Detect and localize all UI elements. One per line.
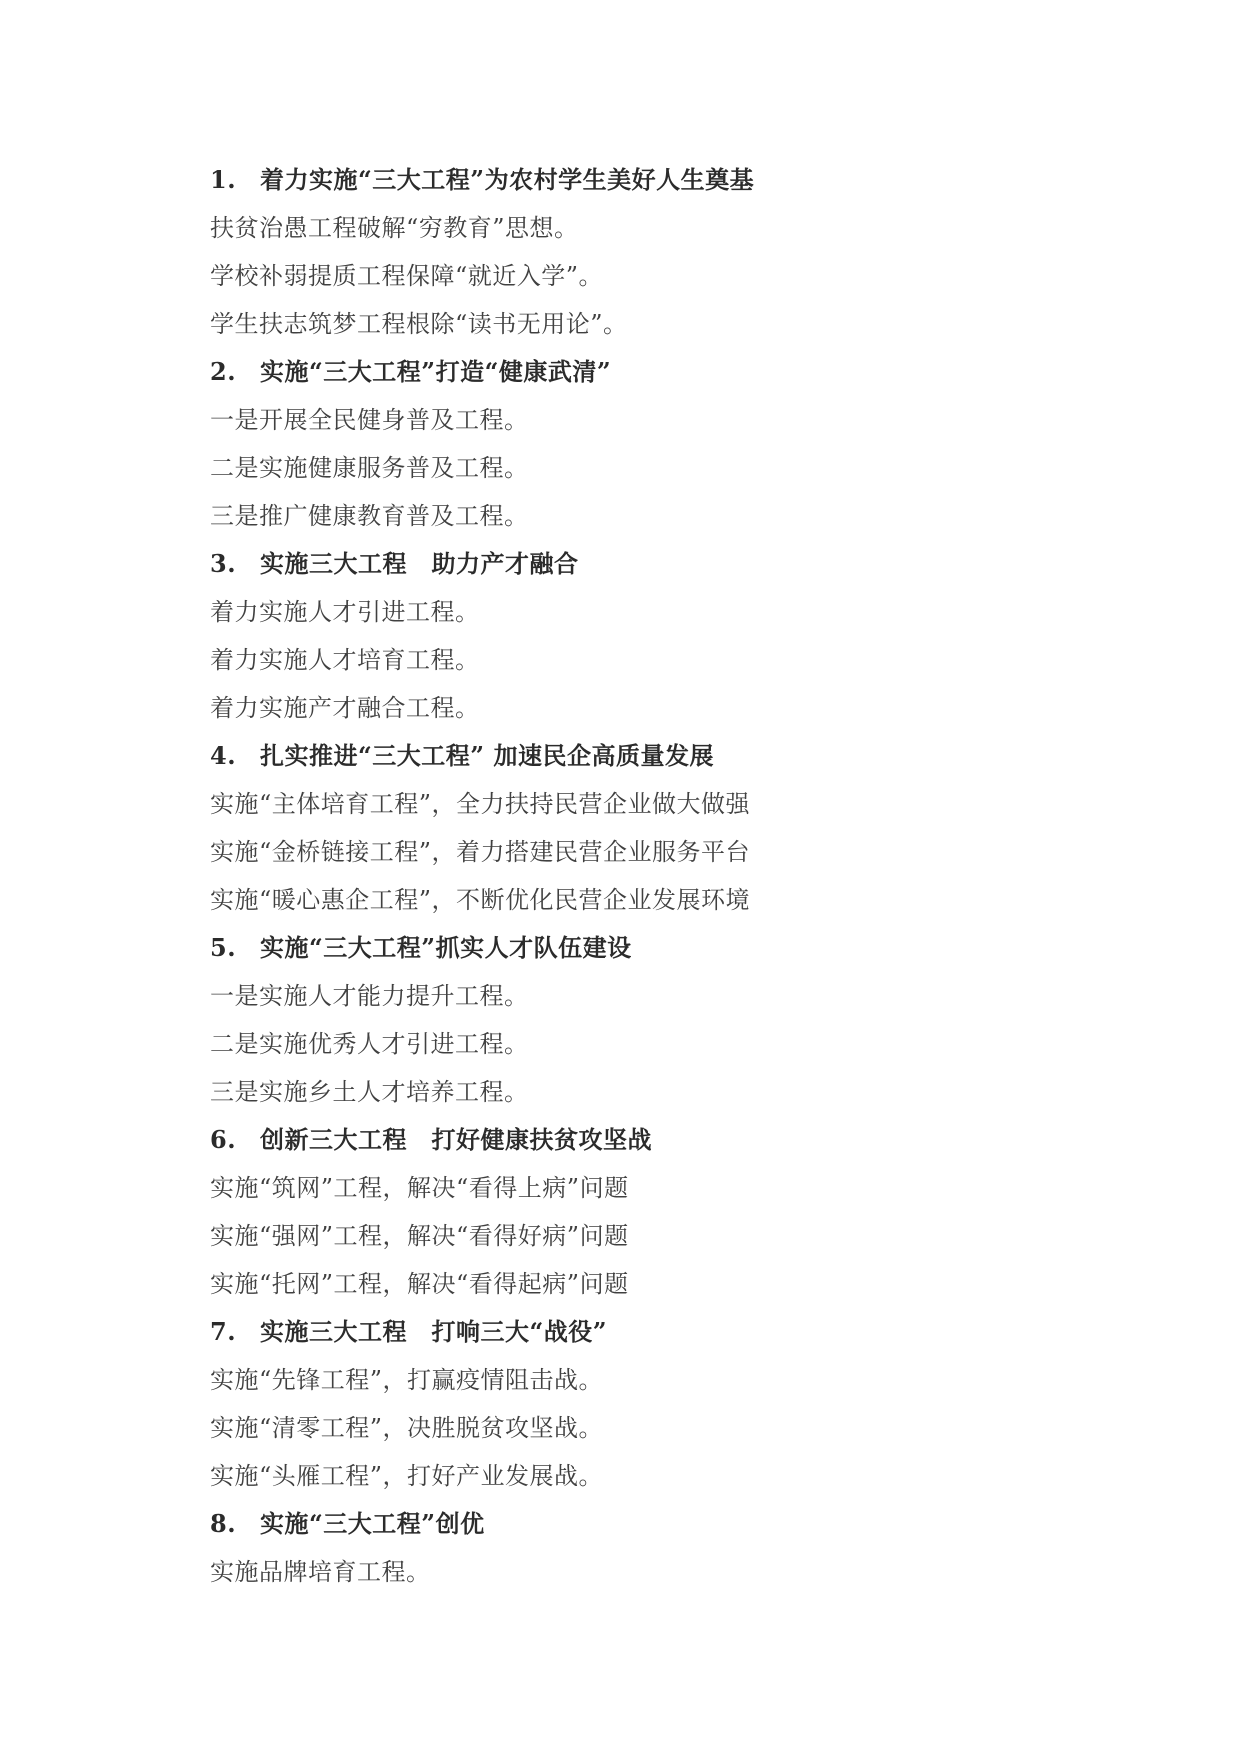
section-heading xyxy=(210,924,1110,972)
section-line: 实施“主体培育工程”，全力扶持民营企业做大做强 xyxy=(210,790,751,818)
document-body xyxy=(210,156,1110,1596)
section-line: 着力实施产才融合工程。 xyxy=(210,694,480,722)
section-title: 着力实施“三大工程”为农村学生美好人生奠基 xyxy=(260,165,755,194)
section-line: 实施“筑网”工程，解决“看得上病”问题 xyxy=(210,1174,629,1202)
section-title: 创新三大工程 打好健康扶贫攻坚战 xyxy=(260,1125,652,1154)
section-number: 5. xyxy=(210,933,237,962)
section-heading xyxy=(210,1500,1110,1548)
section-number: 3. xyxy=(210,549,237,578)
section-number: 2. xyxy=(210,357,237,386)
section-title: 实施“三大工程”创优 xyxy=(260,1509,485,1538)
section-heading xyxy=(210,348,1110,396)
section-line: 实施“先锋工程”，打赢疫情阻击战。 xyxy=(210,1366,604,1394)
section-title: 扎实推进“三大工程” 加速民企高质量发展 xyxy=(260,741,714,770)
section-number: 4. xyxy=(210,741,237,770)
section-number: 1. xyxy=(210,165,237,194)
section-line: 学生扶志筑梦工程根除“读书无用论”。 xyxy=(210,310,628,338)
section-line: 扶贫治愚工程破解“穷教育”思想。 xyxy=(210,214,579,242)
section-line: 实施“清零工程”，决胜脱贫攻坚战。 xyxy=(210,1414,604,1442)
section-line: 实施“托网”工程，解决“看得起病”问题 xyxy=(210,1270,629,1298)
section-line: 学校补弱提质工程保障“就近入学”。 xyxy=(210,262,604,290)
section-heading xyxy=(210,1116,1110,1164)
section-line: 一是实施人才能力提升工程。 xyxy=(210,982,529,1010)
section-heading xyxy=(210,540,1110,588)
section-line: 实施品牌培育工程。 xyxy=(210,1558,431,1586)
section-line: 实施“强网”工程，解决“看得好病”问题 xyxy=(210,1222,629,1250)
section-line: 着力实施人才引进工程。 xyxy=(210,598,480,626)
section-line: 一是开展全民健身普及工程。 xyxy=(210,406,529,434)
section-number: 8. xyxy=(210,1509,237,1538)
section-heading xyxy=(210,1308,1110,1356)
section-line: 实施“暖心惠企工程”，不断优化民营企业发展环境 xyxy=(210,886,751,914)
section-number: 7. xyxy=(210,1317,237,1346)
section-heading xyxy=(210,732,1110,780)
section-line: 实施“金桥链接工程”，着力搭建民营企业服务平台 xyxy=(210,838,751,866)
section-line: 三是实施乡土人才培养工程。 xyxy=(210,1078,529,1106)
section-number: 6. xyxy=(210,1125,237,1154)
section-line: 三是推广健康教育普及工程。 xyxy=(210,502,529,530)
section-line: 二是实施优秀人才引进工程。 xyxy=(210,1030,529,1058)
section-line: 实施“头雁工程”，打好产业发展战。 xyxy=(210,1462,604,1490)
section-line: 着力实施人才培育工程。 xyxy=(210,646,480,674)
section-title: 实施“三大工程”抓实人才队伍建设 xyxy=(260,933,632,962)
section-title: 实施三大工程 助力产才融合 xyxy=(260,549,579,578)
section-line: 二是实施健康服务普及工程。 xyxy=(210,454,529,482)
section-title: 实施三大工程 打响三大“战役” xyxy=(260,1317,608,1346)
section-heading xyxy=(210,156,1110,204)
section-title: 实施“三大工程”打造“健康武清” xyxy=(260,357,612,386)
